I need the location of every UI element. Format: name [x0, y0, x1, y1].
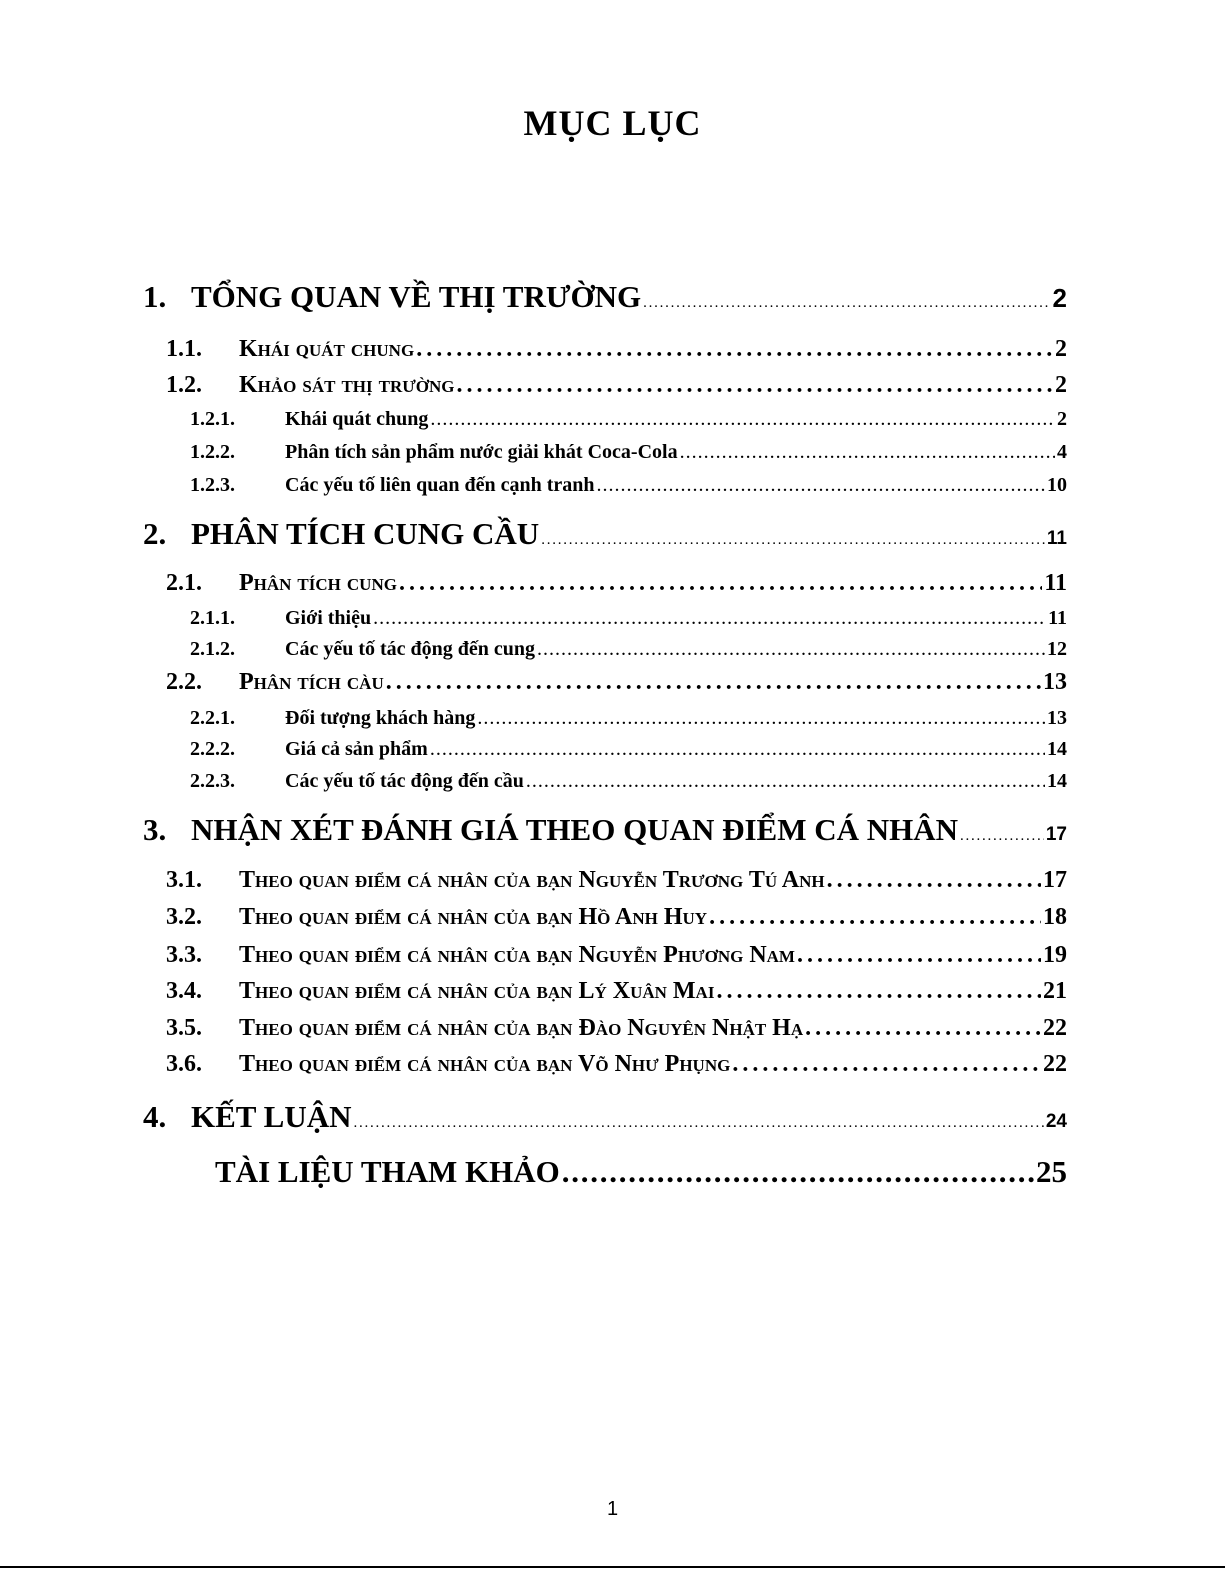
toc-subsection-3-5[interactable] — [166, 1015, 1067, 1042]
toc-page: 22 — [1043, 1051, 1067, 1077]
toc-page: 18 — [1043, 904, 1067, 930]
toc-number: 3.6. — [166, 1051, 202, 1077]
toc-subsection-3-3[interactable] — [166, 942, 1067, 969]
toc-number: 1. — [143, 279, 167, 314]
toc-page: 2 — [1055, 336, 1067, 362]
toc-section-1[interactable] — [143, 279, 1067, 315]
toc-page: 4 — [1057, 441, 1067, 463]
toc-subsection-3-6[interactable] — [166, 1051, 1067, 1078]
toc-heading: TỔNG QUAN VỀ THỊ TRƯỜNG — [191, 279, 642, 314]
toc-heading: Theo quan điểm cá nhân của bạn Đào Nguyên Nhật Hạ — [239, 1015, 804, 1041]
toc-subsection-3-2[interactable] — [166, 904, 1067, 931]
toc-subsection-2-2[interactable] — [166, 669, 1067, 696]
page-number: 1 — [606, 1498, 619, 1520]
toc-section-3[interactable] — [143, 812, 1067, 848]
dot-leader — [477, 707, 1045, 730]
toc-item-2-2-1[interactable] — [190, 707, 1067, 730]
dot-leader — [430, 738, 1045, 761]
toc-heading: Các yếu tố liên quan đến cạnh tranh — [285, 474, 595, 496]
toc-number: 1.2.3. — [190, 474, 235, 496]
toc-page: 12 — [1047, 638, 1067, 660]
toc-number: 2.2.3. — [190, 770, 235, 792]
toc-item-2-2-2[interactable] — [190, 738, 1067, 761]
toc-number: 2.2. — [166, 669, 202, 695]
toc-page: 10 — [1047, 474, 1067, 496]
toc-heading: Phân tích sản phẩm nước giải khát Coca-Cola — [285, 441, 678, 463]
toc-page: 24 — [1045, 1111, 1067, 1132]
dot-leader — [716, 978, 1041, 1005]
toc-heading: Khảo sát thị trường — [239, 372, 455, 398]
toc-heading: PHÂN TÍCH CUNG CẦU — [191, 516, 540, 551]
toc-page: 11 — [1044, 570, 1067, 596]
toc-page: 11 — [1046, 528, 1067, 549]
dot-leader — [805, 1015, 1041, 1042]
dot-leader — [709, 904, 1041, 931]
dot-leader — [354, 1099, 1044, 1135]
dot-leader — [416, 336, 1053, 363]
toc-item-2-2-3[interactable] — [190, 770, 1067, 793]
toc-number: 2.2.1. — [190, 707, 235, 729]
toc-heading: Giá cả sản phẩm — [285, 738, 428, 760]
toc-item-1-2-1[interactable] — [190, 408, 1067, 431]
toc-number: 3.3. — [166, 942, 202, 968]
toc-page: 13 — [1043, 669, 1067, 695]
dot-leader — [732, 1051, 1041, 1078]
dot-leader — [537, 638, 1045, 661]
toc-number: 1.2.2. — [190, 441, 235, 463]
toc-page: 17 — [1045, 824, 1067, 845]
page-title: MỤC LỤC — [523, 103, 702, 143]
dot-leader — [373, 607, 1046, 630]
toc-heading: Theo quan điểm cá nhân của bạn Hồ Anh Huy — [239, 904, 708, 930]
toc-subsection-3-4[interactable] — [166, 978, 1067, 1005]
dot-leader — [643, 279, 1050, 315]
toc-item-1-2-3[interactable] — [190, 474, 1067, 497]
toc-page: 22 — [1043, 1015, 1067, 1041]
toc-page: 14 — [1047, 738, 1067, 760]
toc-page: 17 — [1043, 867, 1067, 893]
toc-heading: TÀI LIỆU THAM KHẢO — [215, 1154, 560, 1189]
toc-heading: Theo quan điểm cá nhân của bạn Nguyễn Trương Tú Anh — [239, 867, 825, 893]
toc-page: 21 — [1043, 978, 1067, 1004]
toc-heading: Theo quan điểm cá nhân của bạn Lý Xuân Mai — [239, 978, 715, 1004]
toc-number: 2. — [143, 516, 167, 551]
toc-heading: Khái quát chung — [239, 336, 415, 362]
toc-number: 1.2.1. — [190, 408, 235, 430]
toc-number: 3.4. — [166, 978, 202, 1004]
toc-heading: KẾT LUẬN — [191, 1099, 352, 1134]
dot-leader — [680, 441, 1055, 464]
toc-section-4[interactable] — [143, 1099, 1067, 1135]
toc-page: 11 — [1048, 607, 1067, 629]
toc-heading: Các yếu tố tác động đến cầu — [285, 770, 524, 792]
toc-heading: Phân tích cung — [239, 570, 397, 596]
toc-number: 2.1. — [166, 570, 202, 596]
toc-item-2-1-1[interactable] — [190, 607, 1067, 630]
toc-page: 25 — [1036, 1154, 1067, 1189]
toc-heading: Theo quan điểm cá nhân của bạn Nguyễn Phương Nam — [239, 942, 795, 968]
toc-number: 3.1. — [166, 867, 202, 893]
dot-leader — [526, 770, 1045, 793]
dot-leader — [597, 474, 1046, 497]
toc-page: 2 — [1052, 283, 1067, 313]
dot-leader — [386, 669, 1041, 696]
toc-page: 2 — [1057, 408, 1067, 430]
toc-heading: Theo quan điểm cá nhân của bạn Võ Như Phụng — [239, 1051, 731, 1077]
toc-number: 2.2.2. — [190, 738, 235, 760]
toc-section-2[interactable] — [143, 516, 1067, 552]
dot-leader — [562, 1154, 1034, 1190]
dot-leader — [827, 867, 1041, 894]
toc-references[interactable] — [215, 1154, 1067, 1190]
toc-page: 13 — [1047, 707, 1067, 729]
dot-leader — [399, 570, 1042, 597]
toc-number: 1.2. — [166, 372, 202, 398]
toc-number: 3. — [143, 812, 167, 847]
toc-heading: Khái quát chung — [285, 408, 429, 430]
dot-leader — [457, 372, 1053, 399]
toc-page: 2 — [1055, 372, 1067, 398]
toc-item-1-2-2[interactable] — [190, 441, 1067, 464]
toc-number: 3.2. — [166, 904, 202, 930]
toc-number: 2.1.2. — [190, 638, 235, 660]
toc-number: 4. — [143, 1099, 167, 1134]
toc-subsection-1-1[interactable] — [166, 336, 1067, 363]
toc-heading: Phân tích càu — [239, 669, 384, 695]
dot-leader — [430, 408, 1055, 431]
toc-page: 14 — [1047, 770, 1067, 792]
toc-item-2-1-2[interactable] — [190, 638, 1067, 661]
toc-heading: Đối tượng khách hàng — [285, 707, 476, 729]
toc-heading: Giới thiệu — [285, 607, 372, 629]
dot-leader — [797, 942, 1041, 969]
toc-page: 19 — [1043, 942, 1067, 968]
toc-subsection-1-2[interactable] — [166, 372, 1067, 399]
toc-heading: Các yếu tố tác động đến cung — [285, 638, 536, 660]
toc-subsection-2-1[interactable] — [166, 570, 1067, 597]
toc-number: 2.1.1. — [190, 607, 235, 629]
dot-leader — [541, 516, 1045, 552]
dot-leader — [960, 812, 1044, 848]
toc-number: 1.1. — [166, 336, 202, 362]
toc-subsection-3-1[interactable] — [166, 867, 1067, 894]
page-bottom-rule — [0, 1566, 1225, 1568]
toc-heading: NHẬN XÉT ĐÁNH GIÁ THEO QUAN ĐIỂM CÁ NHÂN — [191, 812, 959, 847]
toc-number: 3.5. — [166, 1015, 202, 1041]
